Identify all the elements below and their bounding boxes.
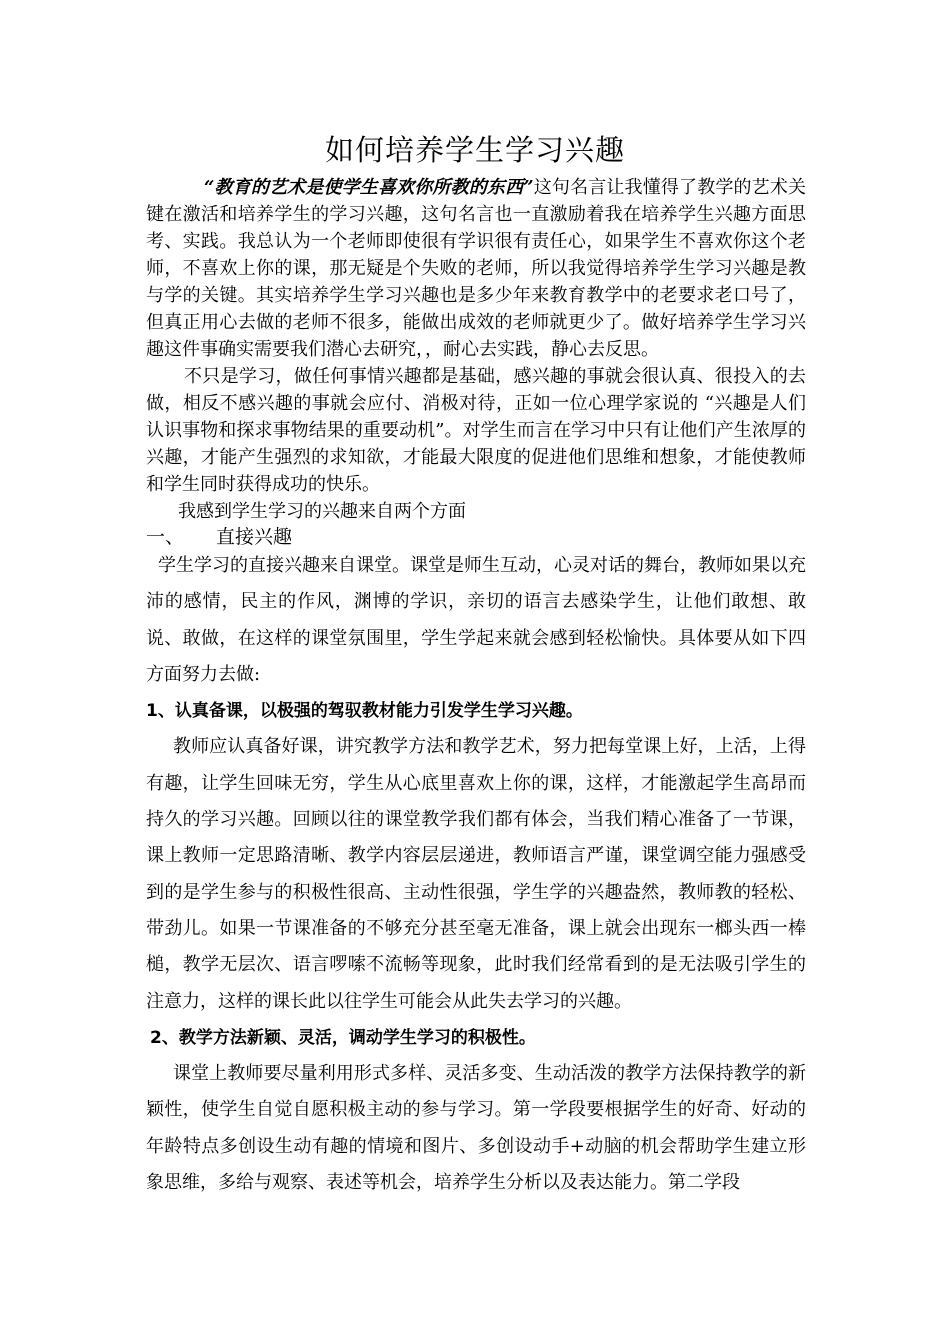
paragraph-prepare-lessons: 教师应认真备好课，讲究教学方法和教学艺术，努力把每堂课上好，上活，上得有趣，让学生回味无穷，学生从心底里喜欢上你的课，这样，才能激起学生高昂而持久的学习兴趣。回顾以往的课堂教学我们都有体会，当我们精心准备了一节课，课上教师一定思路清晰、教学内容层层递进，教师语言严谨，课堂调空能力强感受到的是学生参与的积极性很高、主动性很强，学生学的兴趣盎然，教师教的轻松、带劲儿。如果一节课准备的不够充分甚至毫无准备，课上就会出现东一榔头西一棒槌，教学无层次、语言啰嗦不流畅等现象，此时我们经常看到的是无法吸引学生的注意力，这样的课长此以往学生可能会从此失去学习的兴趣。 — [146, 736, 806, 1012]
section-title: 直接兴趣 — [216, 526, 293, 548]
paragraph-interest-basis: 不只是学习，做任何事情兴趣都是基础，感兴趣的事就会很认真、很投入的去做，相反不感兴趣的事就会应付、消极对待，正如一位心理学家说的 “兴趣是人们认识事物和探求事物结果的重要动机”。对学生而言在学习中只有让他们产生浓厚的兴趣，才能产生强烈的求知欲，才能最大限度的促进他们思维和想象，才能使教师和学生同时获得成功的快乐。 — [146, 366, 806, 495]
intro-section — [146, 174, 806, 525]
subheading-prepare-lessons: 1、认真备课，以极强的驾驭教材能力引发学生学习兴趣。 — [146, 701, 583, 722]
paragraph-direct-interest: 学生学习的直接兴趣来自课堂。课堂是师生互动，心灵对话的舞台，教师如果以充沛的感情，民主的作风，渊博的学识，亲切的语言去感染学生，让他们敢想、敢说、敢做，在这样的课堂氛围里，学生学起来就会感到轻松愉快。具体要从如下四方面努力去做: — [146, 555, 806, 685]
subheading-teaching-methods: 2、教学方法新颖、灵活，调动学生学习的积极性。 — [150, 1027, 536, 1048]
intro-text: 这句名言让我懂得了教学的艺术关键在激活和培养学生的学习兴趣，这句名言也一直激励着我在培养学生兴趣方面思考、实践。我总认为一个老师即使很有学识很有责任心，如果学生不喜欢你这个老师，不喜欢上你的课，那无疑是个失败的老师，所以我觉得培养学生学习兴趣是教与学的关键。其实培养学生学习兴趣也是多少年来教育教学中的老要求老口号了，但真正用心去做的老师不很多，能做出成效的老师就更少了。做好培养学生学习兴趣这件事确实需要我们潜心去研究，，耐心去实践，静心去反思。 — [146, 177, 806, 360]
section-heading-direct-interest — [146, 524, 292, 550]
paragraph-teaching-methods: 课堂上教师要尽量利用形式多样、灵活多变、生动活泼的教学方法保持教学的新颖性，使学生自觉自愿积极主动的参与学习。第一学段要根据学生的好奇、好动的年龄特点多创设生动有趣的情境和图片、多创设动手+动脑的机会帮助学生建立形象思维，多给与观察、表述等机会，培养学生分析以及表达能力。第二学段 — [146, 1063, 806, 1194]
document-title: 如何培养学生学习兴趣 — [324, 133, 625, 167]
intro-paragraph — [146, 174, 806, 363]
section-body — [146, 548, 806, 1201]
paragraph-two-aspects: 我感到学生学习的兴趣来自两个方面 — [178, 501, 466, 522]
intro-quote: “教育的艺术是使学生喜欢你所教的东西” — [204, 177, 534, 198]
section-number: 一、 — [146, 526, 185, 548]
